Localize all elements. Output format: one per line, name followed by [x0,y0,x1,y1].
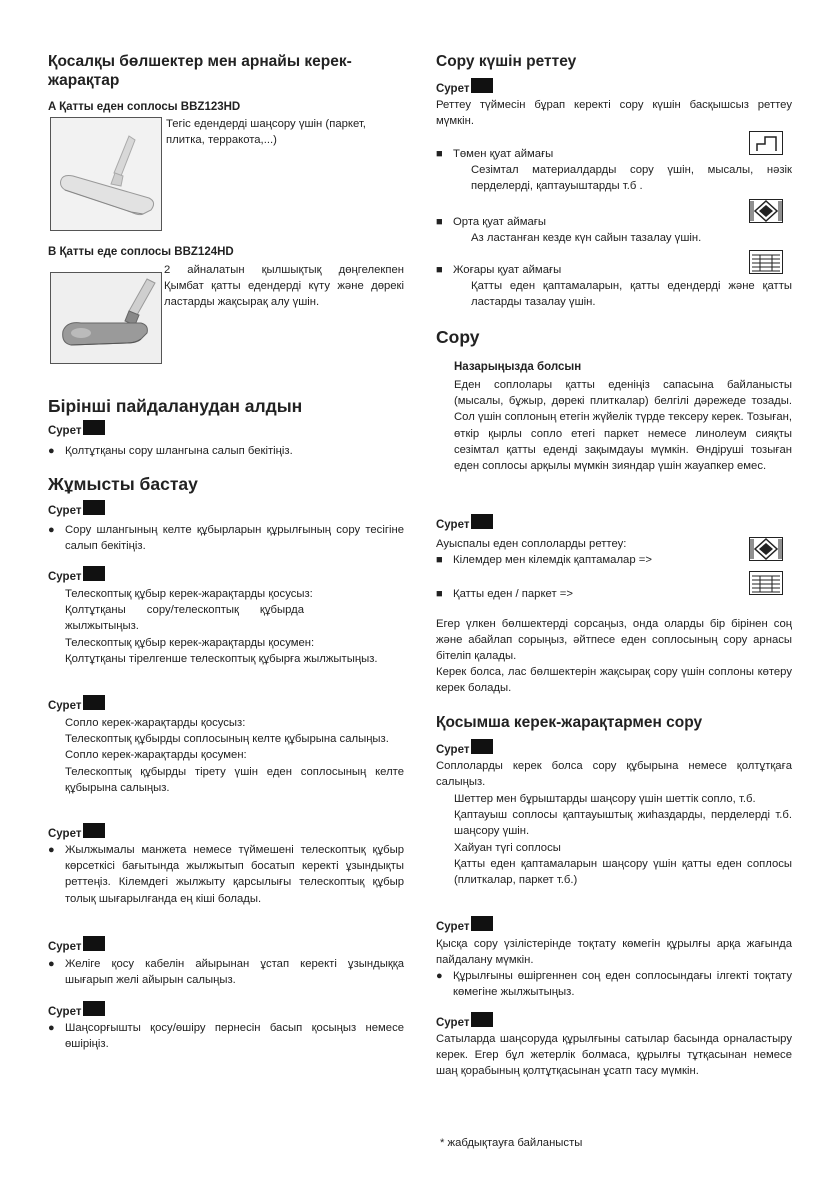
extra-intro: Соплоларды керек болса сору құбырына немесе қолтұтқаға салыңыз. [436,760,792,789]
stairs-text: Сатыларда шаңсоруда құрылғыны сатылар басында орналастыру керек. Егер бұл жетерлік болмаса, құрылғы тұтқасынан немесе шаң қорабының қолтұтқасынан ұсатп тасу мүмкін. [436,1033,792,1078]
start-figure-ref-1: Сурет [48,503,105,518]
start-step-2: Телескоптық құбыр керек-жарақтарды қосусыз: Қолтұтқаны сору/телескоптық құбырда жылжытыңыз. Телескоптық құбыр керек-жарақтарды қосумен: Қолтұтқаны тірелгенше телескоптық құбырға жылжытыңыз. [65,588,378,665]
start-figure-ref-4: Сурет [48,826,105,841]
power-low: ■ Төмен қуат аймағы [436,148,554,160]
start-figure-ref-5: Сурет [48,939,105,954]
carpet-mode-icon [749,537,783,561]
extra-list: Шеттер мен бұрыштарды шаңсору үшін шеттік сопло, т.б. Қаптауыш соплосы қаптауыштық жиһаздарды, перделерді т.б. шаңсору үшін. Хайуан түгі соплосы Қатты еден қаптамаларын шаңсору үшін қатты еден соплосы (плиткалар, паркет т.б.) [454,793,792,887]
nozzle-b-desc: 2 айналатын қылшықтық дөңгелекпен Қымбат қатты едендерді күту және дөрекі ластарды жақсырақ алу үшін. [164,264,404,309]
mid-power-icon [749,199,783,223]
extra-figure-ref-2: Сурет [436,919,493,934]
power-title: Сору күшін реттеу [436,53,577,70]
start-step-6: ● Шаңсорғышты қосу/өшіру пернесін басып қосыңыз немесе өшіріңіз. [48,1022,404,1051]
power-low-desc: Сезімтал материалдарды сору үшін, мысалы, нәзік перделерді, қаптауыштарды т.б . [471,164,792,193]
first-use-step: ● Қолтұтқаны сору шлангына салып бекітіңіз. [48,445,293,457]
extra-title: Қосымша керек-жарақтармен сору [436,714,703,731]
power-intro: Реттеу түймесін бұрап керекті сору күшін басқышсыз реттеу мүмкін. [436,99,792,128]
extra-figure-ref-1: Сурет [436,742,493,757]
suction-paragraph-2: Керек болса, лас бөлшектерін жақсырақ сору үшін соплоны көтеру керек болады. [436,666,792,695]
suction-figure-ref: Сурет [436,517,493,532]
high-power-icon [749,250,783,274]
switch-intro: Ауыспалы еден соплоларды реттеу: [436,538,627,550]
hard-floor-mode-icon [749,571,783,595]
start-figure-ref-2: Сурет [48,569,105,584]
nozzle-a-image [50,117,162,231]
accessories-title: Қосалқы бөлшектер мен арнайы керек-жарақтар [48,53,352,89]
switch-hard: ■ Қатты еден / паркет => [436,588,573,600]
first-use-figure-ref: Сурет [48,423,105,438]
suction-title: Сору [436,327,480,347]
nozzle-a-desc: Тегіс едендерді шаңсору үшін (паркет, плитка, терракота,...) [166,118,366,147]
start-figure-ref-3: Сурет [48,698,105,713]
parking-intro: Қысқа сору үзілістерінде тоқтату көмегін құрылғы арқа жағында пайдалану мүмкін. [436,938,792,967]
start-step-4: ● Жылжымалы манжета немесе түймешені телескоптық құбыр көрсеткісі бағытында жылжытып босатып керекті ұзындықты реттеңіз. Кілемдегі жылжыту қарсылығы телескоптық құбыр толық шығарылғанда ең кіші болады. [48,844,404,905]
suction-paragraph-1: Егер үлкен бөлшектерді сорсаңыз, онда оларды бір бірінен соң және абайлап сорыңыз, әйтпесе еден соплосының сору арнасы бітеліп қалады. [436,618,792,663]
power-high: ■ Жоғары қуат аймағы [436,264,562,276]
start-step-1: ● Сору шлангының келте құбырларын құрылғының сору тесігіне салып бекітіңіз. [48,524,404,553]
low-power-icon [749,131,783,155]
attention-text: Еден соплолары қатты еденіңіз сапасына байланысты (мысалы, бұжыр, дөрекі плиткалар) белгілі дәрежеде тозады. Сол үшін соплоның етегін жүйелік түрде тексеру керек. Тозыған, өткір қырлы сопло етегі паркет немесе линолеум сияқты сезімтал қатты еденді зақымдауы мүмкін. Өндіруші тозыған еден соплосы арқылы мүмкін зияндар үшін жауапкер емес. [454,379,792,473]
first-use-title: Бірінші пайдаланудан алдын [48,396,303,416]
start-title: Жұмысты бастау [48,474,198,494]
power-mid: ■ Орта қуат аймағы [436,216,546,228]
nozzle-a-title: A Қатты еден соплосы BBZ123HD [48,101,241,113]
nozzle-b-image [50,272,162,364]
start-figure-ref-6: Сурет [48,1004,105,1019]
start-step-3: Сопло керек-жарақтарды қосусыз: Телескоптық құбырды соплосының келте құбырына салыңыз. Сопло керек-жарақтарды қосумен: Телескоптық құбырды тірету үшін еден соплосының келте құбырына салыңыз. [65,717,404,794]
power-figure-ref: Сурет [436,81,493,96]
nozzle-b-title: B Қатты еде соплосы BBZ124HD [48,246,234,258]
extra-figure-ref-3: Сурет [436,1015,493,1030]
power-mid-desc: Аз ластанған кезде күн сайын тазалау үшін. [471,232,702,244]
parking-step: ● Құрылғыны өшіргеннен соң еден соплосындағы ілгекті тоқтату көмегіне жылжытыңыз. [436,970,792,999]
attention-title: Назарыңызда болсын [454,361,582,373]
switch-carpet: ■ Кілемдер мен кілемдік қаптамалар => [436,554,652,566]
start-step-5: ● Желіге қосу кабелін айырынан ұстап керекті ұзындыққа шығарып желі айырын салыңыз. [48,958,404,987]
power-high-desc: Қатты еден қаптамаларын, қатты едендерді және қатты ластарды тазалау үшін. [471,280,792,309]
footnote: * жабдықтауға байланысты [440,1137,583,1149]
